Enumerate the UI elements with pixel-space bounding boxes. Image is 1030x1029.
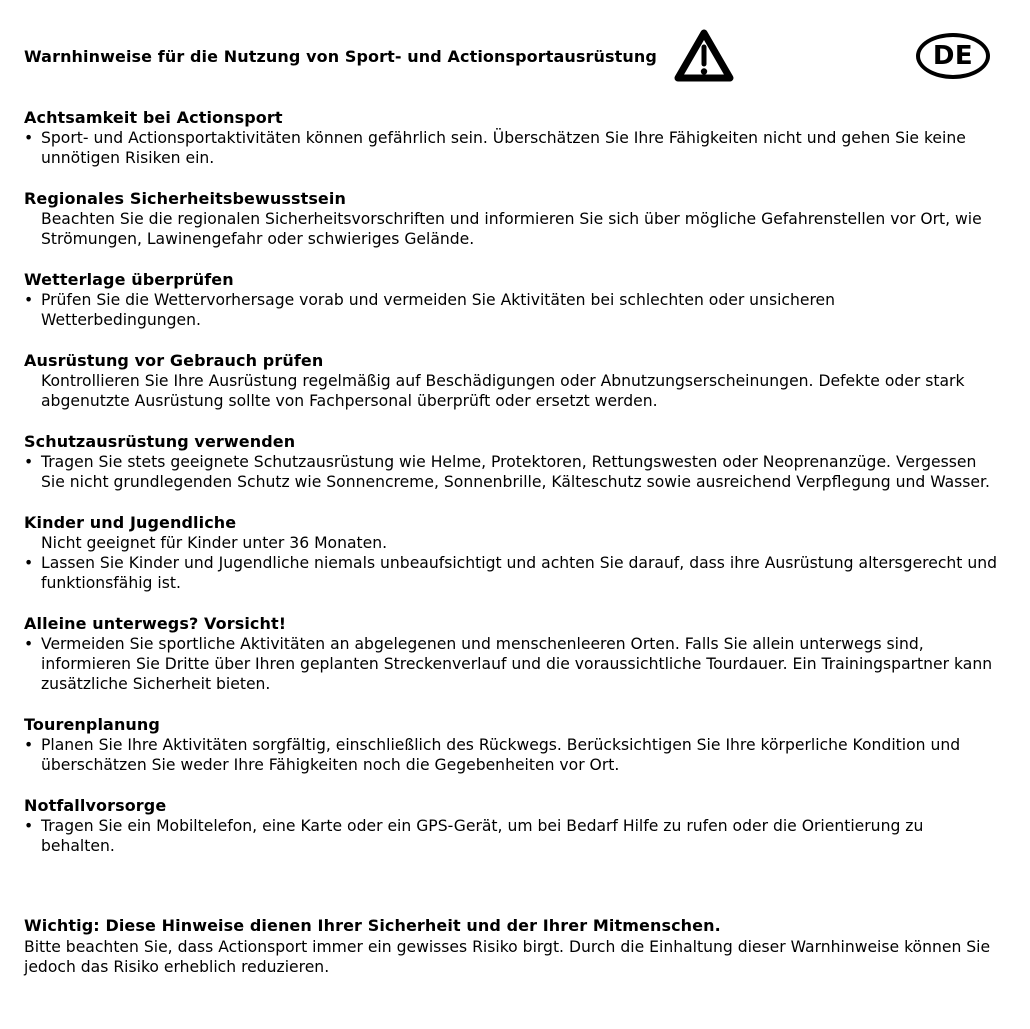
header	[24, 26, 1000, 86]
footer-important-note	[24, 915, 1000, 977]
section	[24, 108, 1000, 168]
section-items	[24, 634, 1000, 694]
section-items	[24, 290, 1000, 330]
section	[24, 796, 1000, 856]
list-item	[24, 553, 1000, 593]
item-text: Kontrollieren Sie Ihre Ausrüstung regelmäßig auf Beschädigungen oder Abnutzungserscheinungen. Defekte oder stark abgenutzte Ausrüstung sollte von Fachpersonal überprüft oder ersetzt werden.	[41, 372, 965, 410]
item-text: Lassen Sie Kinder und Jugendliche niemals unbeaufsichtigt und achten Sie darauf, dass ihre Ausrüstung altersgerecht und funktionsfähig ist.	[41, 554, 998, 592]
warning-triangle-icon	[673, 27, 735, 85]
section	[24, 513, 1000, 593]
list-item	[24, 816, 1000, 856]
language-badge-label: DE	[932, 41, 974, 71]
item-text: Tragen Sie ein Mobiltelefon, eine Karte oder ein GPS-Gerät, um bei Bedarf Hilfe zu rufen oder die Orientierung zu behalten.	[41, 817, 924, 855]
section-items	[24, 735, 1000, 775]
section-heading: Alleine unterwegs? Vorsicht!	[24, 614, 287, 633]
section-items	[24, 209, 1000, 249]
page-title: Warnhinweise für die Nutzung von Sport- und Actionsportausrüstung	[24, 46, 657, 66]
footer-text: Bitte beachten Sie, dass Actionsport immer ein gewisses Risiko birgt. Durch die Einhaltung dieser Warnhinweise können Sie jedoch das Risiko erheblich reduzieren.	[24, 938, 991, 976]
section-heading: Schutzausrüstung verwenden	[24, 432, 296, 451]
list-item	[24, 128, 1000, 168]
section	[24, 351, 1000, 411]
section-heading: Achtsamkeit bei Actionsport	[24, 108, 283, 127]
item-text: Prüfen Sie die Wettervorhersage vorab und vermeiden Sie Aktivitäten bei schlechten oder unsicheren Wetterbedingungen.	[41, 291, 836, 329]
section-heading: Notfallvorsorge	[24, 796, 167, 815]
section-heading: Tourenplanung	[24, 715, 160, 734]
section-items	[24, 816, 1000, 856]
list-item	[24, 371, 1000, 411]
section	[24, 432, 1000, 492]
item-text: Sport- und Actionsportaktivitäten können gefährlich sein. Überschätzen Sie Ihre Fähigkeiten nicht und gehen Sie keine unnötigen Risiken ein.	[41, 129, 966, 167]
item-text: Beachten Sie die regionalen Sicherheitsvorschriften und informieren Sie sich über mögliche Gefahrenstellen vor Ort, wie Strömungen, Lawinengefahr oder schwieriges Gelände.	[41, 210, 982, 248]
item-text: Vermeiden Sie sportliche Aktivitäten an abgelegenen und menschenleeren Orten. Falls Sie allein unterwegs sind, informieren Sie Dritte über Ihren geplanten Streckenverlauf und die voraussichtliche Tourdauer. Ein Trainingspartner kann zusätzliche Sicherheit bieten.	[41, 635, 993, 693]
section	[24, 189, 1000, 249]
section	[24, 715, 1000, 775]
section-heading: Ausrüstung vor Gebrauch prüfen	[24, 351, 324, 370]
section-items	[24, 371, 1000, 411]
section	[24, 270, 1000, 330]
item-text: Nicht geeignet für Kinder unter 36 Monaten.	[41, 534, 388, 552]
section-heading: Kinder und Jugendliche	[24, 513, 237, 532]
bullet-marker: •	[24, 635, 34, 653]
bullet-marker: •	[24, 453, 34, 471]
list-item	[24, 735, 1000, 775]
sections	[24, 108, 1000, 856]
section-heading: Wetterlage überprüfen	[24, 270, 234, 289]
bullet-marker: •	[24, 129, 34, 147]
bullet-marker: •	[24, 554, 34, 572]
section	[24, 614, 1000, 694]
section-items	[24, 128, 1000, 168]
list-item	[24, 452, 1000, 492]
section-items	[24, 452, 1000, 492]
section-items	[24, 533, 1000, 593]
list-item	[24, 209, 1000, 249]
bullet-marker: •	[24, 817, 34, 835]
list-item	[24, 290, 1000, 330]
language-badge	[916, 33, 990, 79]
bullet-marker: •	[24, 736, 34, 754]
bullet-marker: •	[24, 291, 34, 309]
list-item	[24, 634, 1000, 694]
section-heading: Regionales Sicherheitsbewusstsein	[24, 189, 346, 208]
item-text: Tragen Sie stets geeignete Schutzausrüstung wie Helme, Protektoren, Rettungswesten oder Neoprenanzüge. Vergessen Sie nicht grundlegenden Schutz wie Sonnencreme, Sonnenbrille, Kälteschutz sowie ausreichend Verpflegung und Wasser.	[41, 453, 990, 491]
list-item	[24, 533, 1000, 553]
item-text: Planen Sie Ihre Aktivitäten sorgfältig, einschließlich des Rückwegs. Berücksichtigen Sie Ihre körperliche Kondition und überschätzen Sie weder Ihre Fähigkeiten noch die Gegebenheiten vor Ort.	[41, 736, 961, 774]
footer-heading: Wichtig: Diese Hinweise dienen Ihrer Sicherheit und der Ihrer Mitmenschen.	[24, 916, 721, 935]
